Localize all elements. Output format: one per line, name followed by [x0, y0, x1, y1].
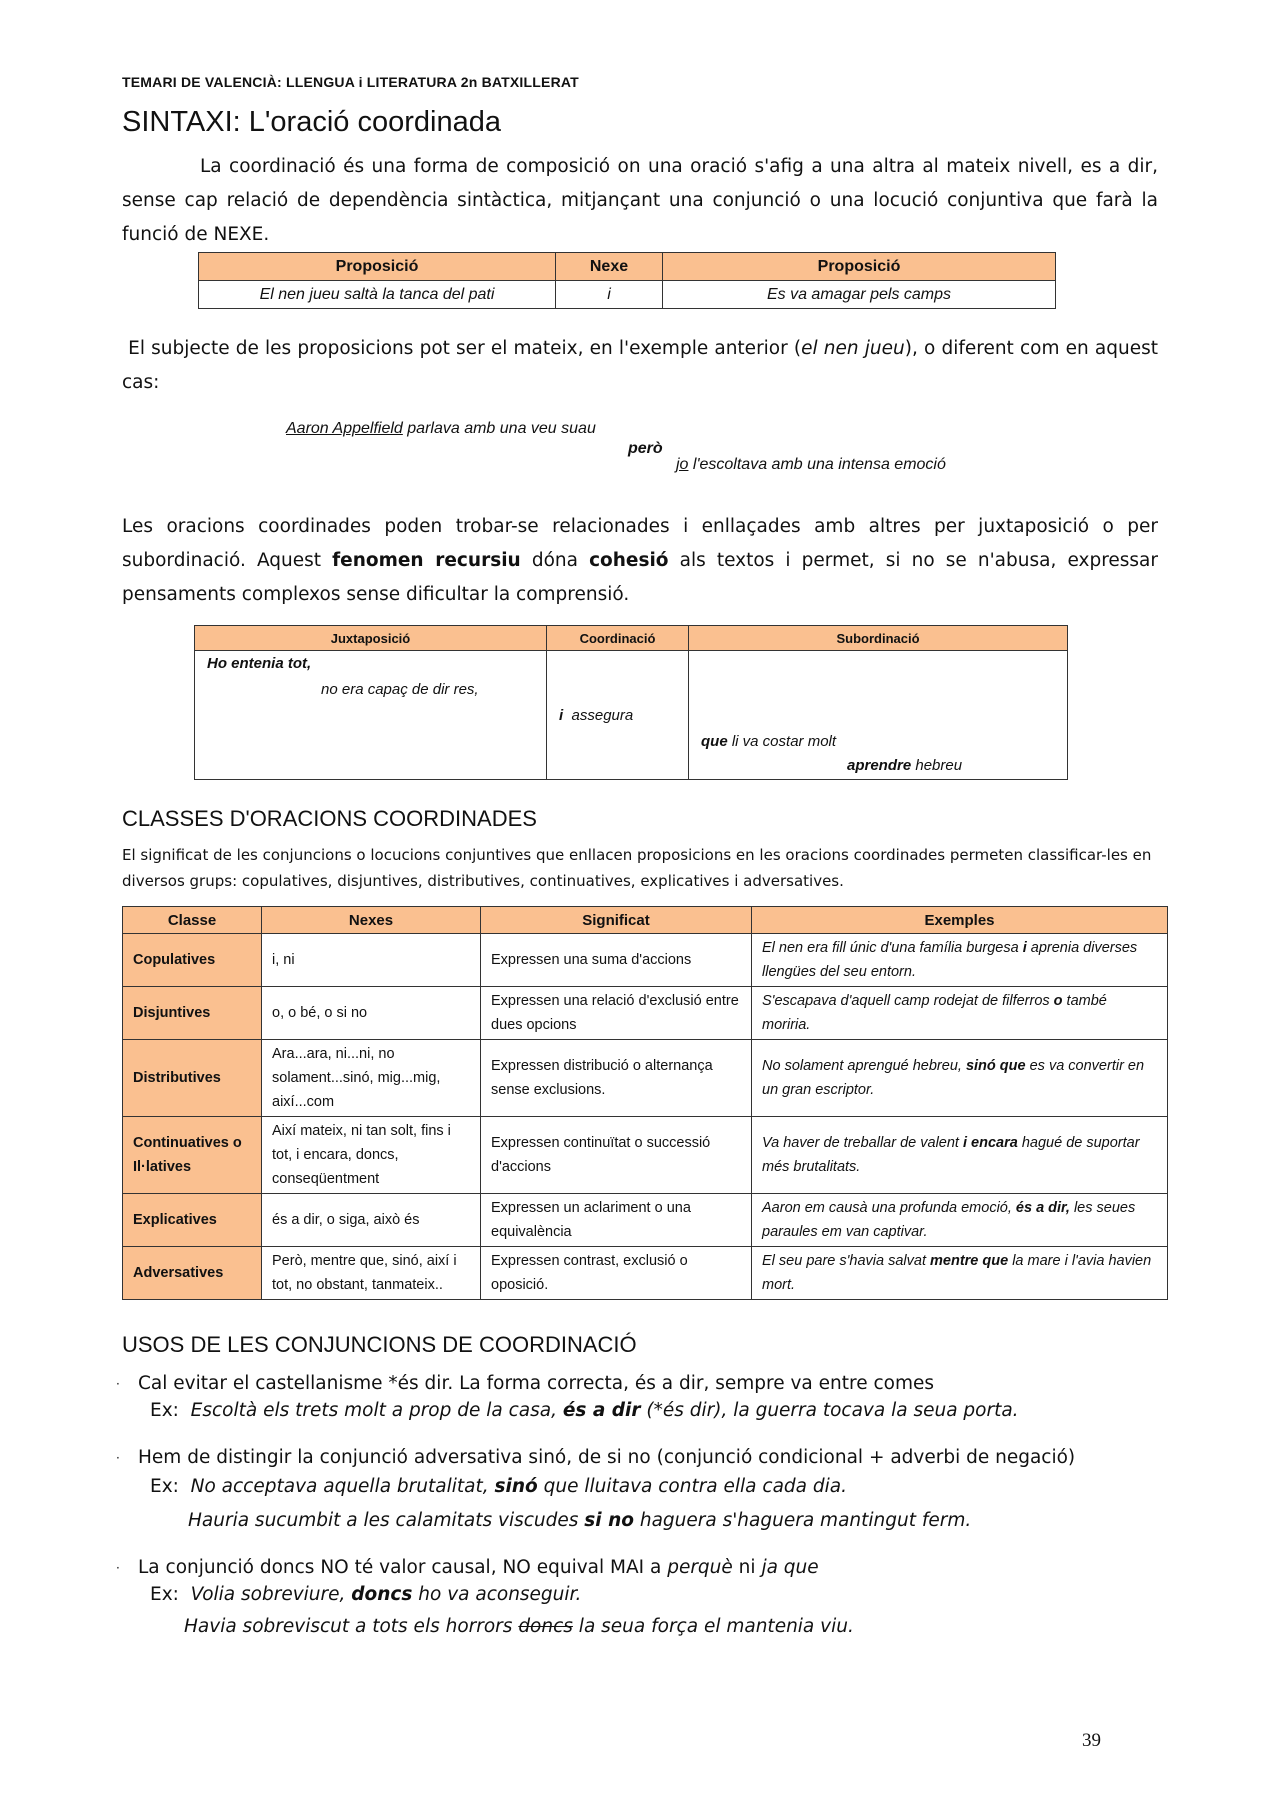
table-row — [123, 987, 1168, 1040]
table-cell — [689, 651, 1068, 780]
text-span: hagué de suportar més brutalitats. — [762, 1135, 1140, 1175]
text-span: Hem de distingir la conjunció adversativa sinó, de si no (conjunció condicional + adverbi de negació) — [138, 1447, 1076, 1468]
text-span: Hauria sucumbit a les calamitats viscudes — [188, 1510, 585, 1531]
table-cell: Continuatives o Il·latives — [123, 1117, 262, 1194]
example-line-1 — [286, 420, 596, 438]
text-span: Ex: — [150, 1400, 179, 1421]
text-span: jo — [676, 456, 689, 473]
table-cell: i, ni — [262, 934, 481, 987]
table-header: Nexe — [556, 253, 663, 281]
table-cell — [752, 1117, 1168, 1194]
usage-example — [150, 1476, 847, 1497]
text-span: hebreu — [911, 757, 963, 774]
text-span: aprendre — [847, 757, 912, 774]
page-number: 39 — [1082, 1730, 1101, 1751]
table-cell — [547, 651, 689, 780]
table-cell — [195, 651, 547, 780]
table-cell: Així mateix, ni tan solt, fins i tot, i encara, doncs, conseqüentment — [262, 1117, 481, 1194]
table-cell: Expressen contrast, exclusió o oposició. — [481, 1247, 752, 1300]
page-title: SINTAXI: L'oració coordinada — [122, 106, 501, 138]
table-cell: és a dir, o siga, això és — [262, 1194, 481, 1247]
text-span: i encara — [962, 1135, 1018, 1151]
table-cell — [752, 987, 1168, 1040]
intro-paragraph: La coordinació és una forma de composició on una oració s'afig a una altra al mateix nivell, es a dir, sense cap relació de dependència sintàctica, mitjançant una conjunció o una locució conjuntiva que farà la funció de NEXE. — [122, 156, 1158, 245]
text-span: El seu pare s'havia salvat — [762, 1253, 930, 1269]
table-header: Exemples — [752, 907, 1168, 934]
text-span: ho va aconseguir. — [412, 1584, 582, 1605]
text-span: l'escoltava amb una intensa emoció — [688, 456, 946, 473]
classes-table — [122, 906, 1168, 1300]
example-nexe: però — [628, 440, 663, 457]
bullet-icon: · — [116, 1377, 120, 1391]
usage-example — [150, 1400, 1019, 1421]
table-row — [123, 1117, 1168, 1194]
table-header: Coordinació — [547, 626, 689, 651]
table-cell — [752, 934, 1168, 987]
table-cell: Ara...ara, ni...ni, no solament...sinó, mig...mig, així...com — [262, 1040, 481, 1117]
text-span: ni — [732, 1557, 762, 1578]
table-row — [123, 1040, 1168, 1117]
recursion-table — [194, 625, 1068, 780]
text-span: la seua força el mantenia viu. — [572, 1616, 854, 1637]
table-header: Nexes — [262, 907, 481, 934]
table-cell: El nen jueu saltà la tanca del pati — [199, 281, 556, 309]
text-span: ja que — [761, 1557, 819, 1578]
text-span: sinó — [494, 1476, 538, 1497]
text-span: dóna — [520, 550, 590, 571]
text-span: El nen era fill únic d'una família burgesa — [762, 940, 1023, 956]
text-span: Cal evitar el castellanisme *és dir. La forma correcta, és a dir, sempre va entre comes — [138, 1373, 934, 1394]
page-header: TEMARI DE VALENCIÀ: LLENGUA i LITERATURA 2n BATXILLERAT — [122, 74, 579, 90]
subject-paragraph — [122, 332, 1158, 400]
text-span: la mare i l'avia havien mort. — [762, 1253, 1152, 1293]
text-span: i — [1022, 940, 1027, 956]
text-span: Havia sobreviscut a tots els horrors — [184, 1616, 519, 1637]
usage-item-2 — [116, 1442, 1076, 1474]
table-cell — [752, 1194, 1168, 1247]
table-cell — [752, 1040, 1168, 1117]
table-cell: Disjuntives — [123, 987, 262, 1040]
table-row — [123, 1194, 1168, 1247]
text-span: si no — [584, 1510, 634, 1531]
text-span: Volia sobreviure, — [190, 1584, 352, 1605]
text-span: Va haver de treballar de valent — [762, 1135, 963, 1151]
text-span: que lluitava contra ella cada dia. — [537, 1476, 847, 1497]
usage-item-3 — [116, 1552, 819, 1584]
text-span: aprenia diverses llengües del seu entorn. — [762, 940, 1138, 980]
table-cell: Expressen distribució o alternança sense exclusions. — [481, 1040, 752, 1117]
text-span: Aaron em causà una profunda emoció, — [762, 1200, 1016, 1216]
text-span: No acceptava aquella brutalitat, — [190, 1476, 495, 1497]
text-span: li va costar molt — [727, 733, 837, 750]
text-span: Ex: — [150, 1584, 179, 1605]
usage-item-1 — [116, 1368, 934, 1400]
text-span: ), o diferent com en aquest cas: — [122, 338, 1158, 393]
text-span: també moriria. — [762, 993, 1107, 1033]
table-cell: i — [556, 281, 663, 309]
table-cell: Però, mentre que, sinó, així i tot, no obstant, tanmateix.. — [262, 1247, 481, 1300]
text-span: el nen jueu — [801, 338, 905, 359]
table-header: Proposició — [199, 253, 556, 281]
text-span: El subjecte de les proposicions pot ser el mateix, en l'exemple anterior ( — [128, 338, 802, 359]
text-span: Ho entenia tot, — [207, 655, 312, 672]
table-cell: Expressen una relació d'exclusió entre dues opcions — [481, 987, 752, 1040]
text-span: S'escapava d'aquell camp rodejat de filferros — [762, 993, 1054, 1009]
text-span: assegura — [571, 707, 634, 724]
example-line-2 — [676, 456, 946, 474]
table-cell: Expressen continuïtat o successió d'accions — [481, 1117, 752, 1194]
text-span: sinó que — [965, 1058, 1026, 1074]
table-header: Subordinació — [689, 626, 1068, 651]
classes-intro: El significat de les conjuncions o locucions conjuntives que enllacen proposicions en les oracions coordinades permeten classificar-les en diversos grups: copulatives, disjuntives, distributives, continuatives, explicatives i adversatives. — [122, 846, 1152, 890]
table-cell: o, o bé, o si no — [262, 987, 481, 1040]
table-header: Classe — [123, 907, 262, 934]
text-span: és a dir — [562, 1400, 641, 1421]
text-span: que — [701, 733, 728, 750]
table-cell: Expressen un aclariment o una equivalència — [481, 1194, 752, 1247]
text-span: o — [1053, 993, 1063, 1009]
table-cell — [752, 1247, 1168, 1300]
text-span: és a dir, — [1015, 1200, 1070, 1216]
text-span: cohesió — [589, 550, 669, 571]
usage-example — [188, 1510, 971, 1531]
text-span: als textos i permet, si no se n'abusa, expressar pensaments complexos sense dificultar la comprensió. — [122, 550, 1158, 605]
section-heading-usos: USOS DE LES CONJUNCIONS DE COORDINACIÓ — [122, 1332, 637, 1357]
text-span: haguera s'haguera mantingut ferm. — [633, 1510, 972, 1531]
recursion-paragraph — [122, 510, 1158, 612]
text-span: Aaron Appelfield — [286, 420, 403, 437]
table-cell: Es va amagar pels camps — [663, 281, 1056, 309]
section-heading-classes: CLASSES D'ORACIONS COORDINADES — [122, 806, 537, 831]
text-span: Ex: — [150, 1476, 179, 1497]
bullet-icon: · — [116, 1561, 120, 1575]
text-span: La conjunció doncs NO té valor causal, NO equival MAI a — [138, 1557, 668, 1578]
table-cell: Copulatives — [123, 934, 262, 987]
table-header: Significat — [481, 907, 752, 934]
text-span: doncs — [351, 1584, 413, 1605]
text-span: Les oracions coordinades poden trobar-se relacionades i enllaçades amb altres per juxtaposició o per subordinació. Aquest — [122, 516, 1158, 571]
text-span: parlava amb una veu suau — [402, 420, 596, 437]
text-span: Escoltà els trets molt a prop de la casa, — [190, 1400, 563, 1421]
coordination-table — [198, 252, 1056, 309]
text-span: (*és dir), la guerra tocava la seua porta. — [640, 1400, 1019, 1421]
text-span: No solament aprengué hebreu, — [762, 1058, 966, 1074]
text-span: fenomen recursiu — [332, 550, 521, 571]
bullet-icon: · — [116, 1451, 120, 1465]
table-cell: Explicatives — [123, 1194, 262, 1247]
table-cell: Distributives — [123, 1040, 262, 1117]
table-row — [123, 934, 1168, 987]
usage-example — [184, 1616, 854, 1637]
table-header: Juxtaposició — [195, 626, 547, 651]
text-span: mentre que — [930, 1253, 1009, 1269]
text-span: perquè — [667, 1557, 733, 1578]
text-span: i — [559, 707, 564, 724]
table-cell: Expressen una suma d'accions — [481, 934, 752, 987]
table-cell: Adversatives — [123, 1247, 262, 1300]
text-span: es va convertir en un gran escriptor. — [762, 1058, 1145, 1098]
text-span: doncs — [518, 1616, 573, 1637]
table-row — [123, 1247, 1168, 1300]
usage-example — [150, 1584, 581, 1605]
text-span: no era capaç de dir res, — [321, 681, 479, 698]
text-span: les seues paraules em van captivar. — [762, 1200, 1136, 1240]
table-header: Proposició — [663, 253, 1056, 281]
